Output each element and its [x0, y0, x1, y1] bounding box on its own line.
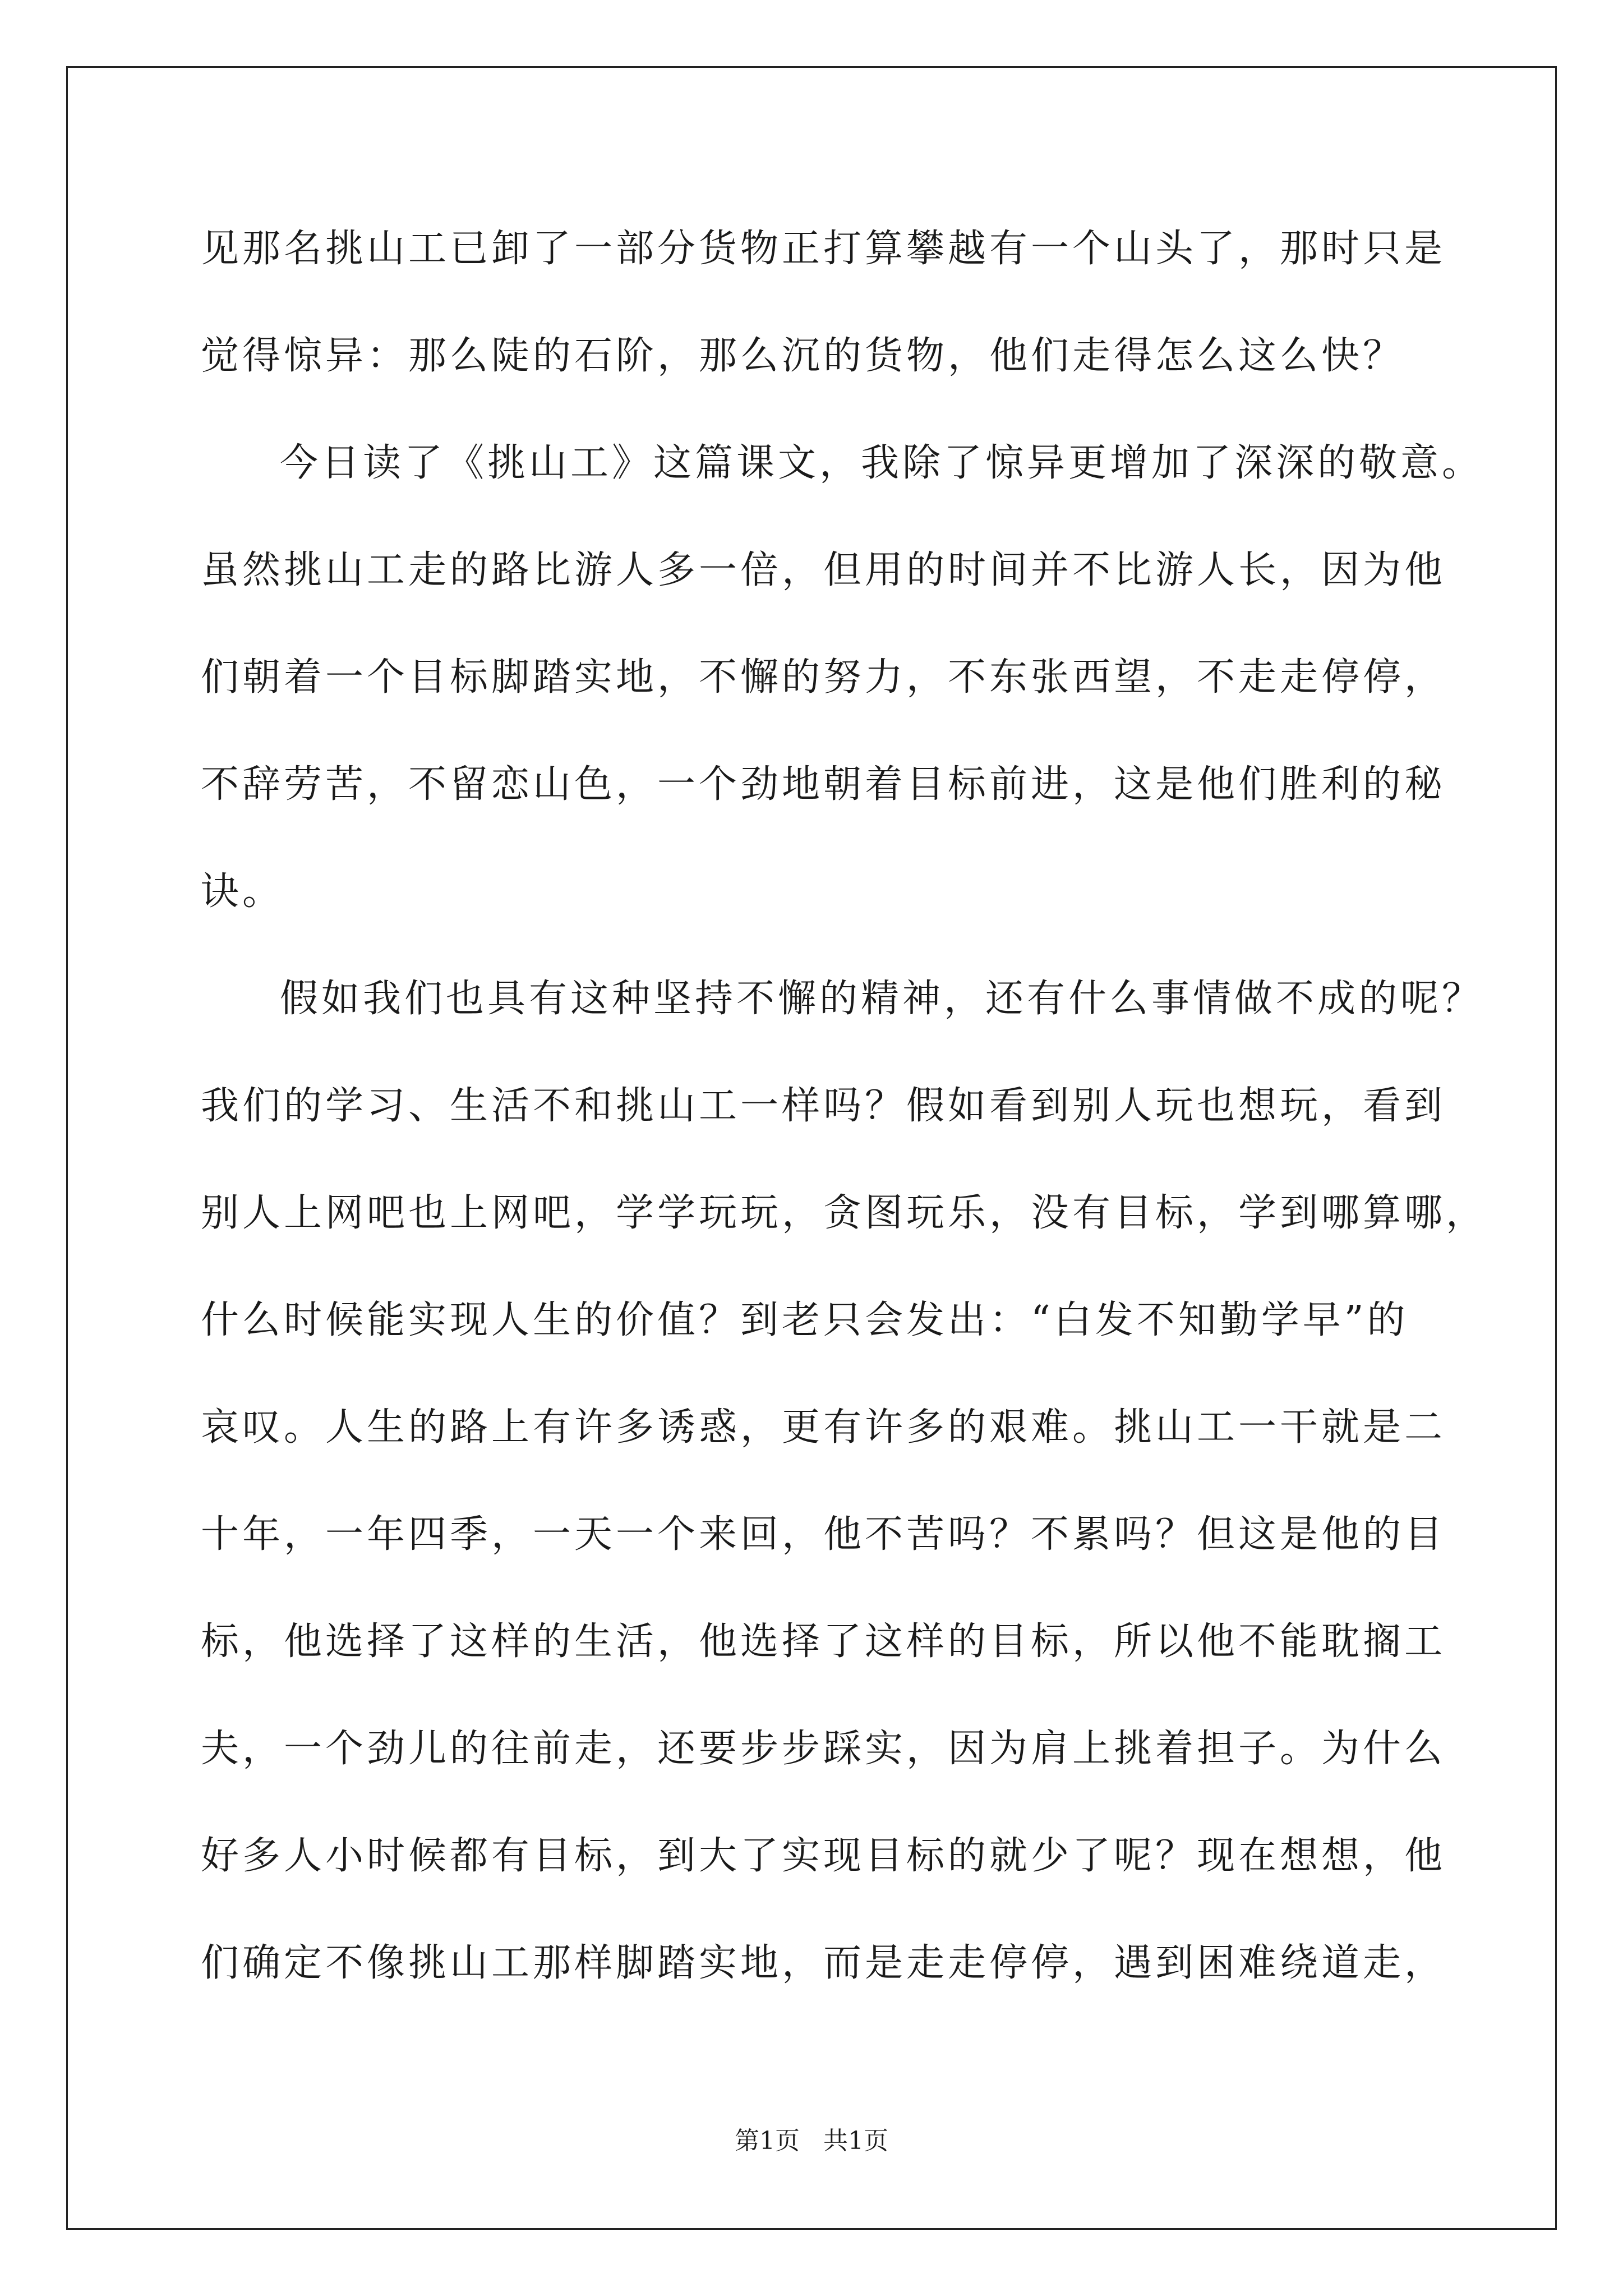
text-line: 标，他选择了这样的生活，他选择了这样的目标，所以他不能耽搁工 [201, 1619, 1446, 1664]
text-line: 假如我们也具有这种坚持不懈的精神，还有什么事情做不成的呢？ [280, 977, 1484, 1021]
text-line: 们确定不像挑山工那样脚踏实地，而是走走停停，遇到困难绕道走， [201, 1941, 1446, 1985]
page-footer: 第1页 共1页 [735, 2127, 888, 2155]
text-line: 夫，一个劲儿的往前走，还要步步踩实，因为肩上挑着担子。为什么 [201, 1727, 1446, 1771]
text-line: 见那名挑山工已卸了一部分货物正打算攀越有一个山头了，那时只是 [201, 227, 1446, 271]
text-line: 今日读了《挑山工》这篇课文，我除了惊异更增加了深深的敬意。 [280, 441, 1484, 485]
page-border [66, 66, 1557, 2230]
text-line: 好多人小时候都有目标，到大了实现目标的就少了呢？现在想想，他 [201, 1834, 1446, 1878]
text-line: 们朝着一个目标脚踏实地，不懈的努力，不东张西望，不走走停停， [201, 655, 1446, 700]
text-line: 十年，一年四季，一天一个来回，他不苦吗？不累吗？但这是他的目 [201, 1512, 1446, 1557]
text-line: 不辞劳苦，不留恋山色，一个劲地朝着目标前进，这是他们胜利的秘 [201, 762, 1446, 807]
text-line: 觉得惊异：那么陡的石阶，那么沉的货物，他们走得怎么这么快？ [201, 334, 1405, 378]
text-line: 诀。 [201, 869, 284, 914]
text-line: 别人上网吧也上网吧，学学玩玩，贪图玩乐，没有目标，学到哪算哪， [201, 1191, 1488, 1235]
text-line: 虽然挑山工走的路比游人多一倍，但用的时间并不比游人长，因为他 [201, 548, 1446, 592]
text-line: 什么时候能实现人生的价值？到老只会发出：“白发不知勤学早”的 [201, 1298, 1409, 1342]
text-line: 哀叹。人生的路上有许多诱惑，更有许多的艰难。挑山工一干就是二 [201, 1405, 1446, 1450]
text-line: 我们的学习、生活不和挑山工一样吗？假如看到别人玩也想玩，看到 [201, 1084, 1446, 1128]
